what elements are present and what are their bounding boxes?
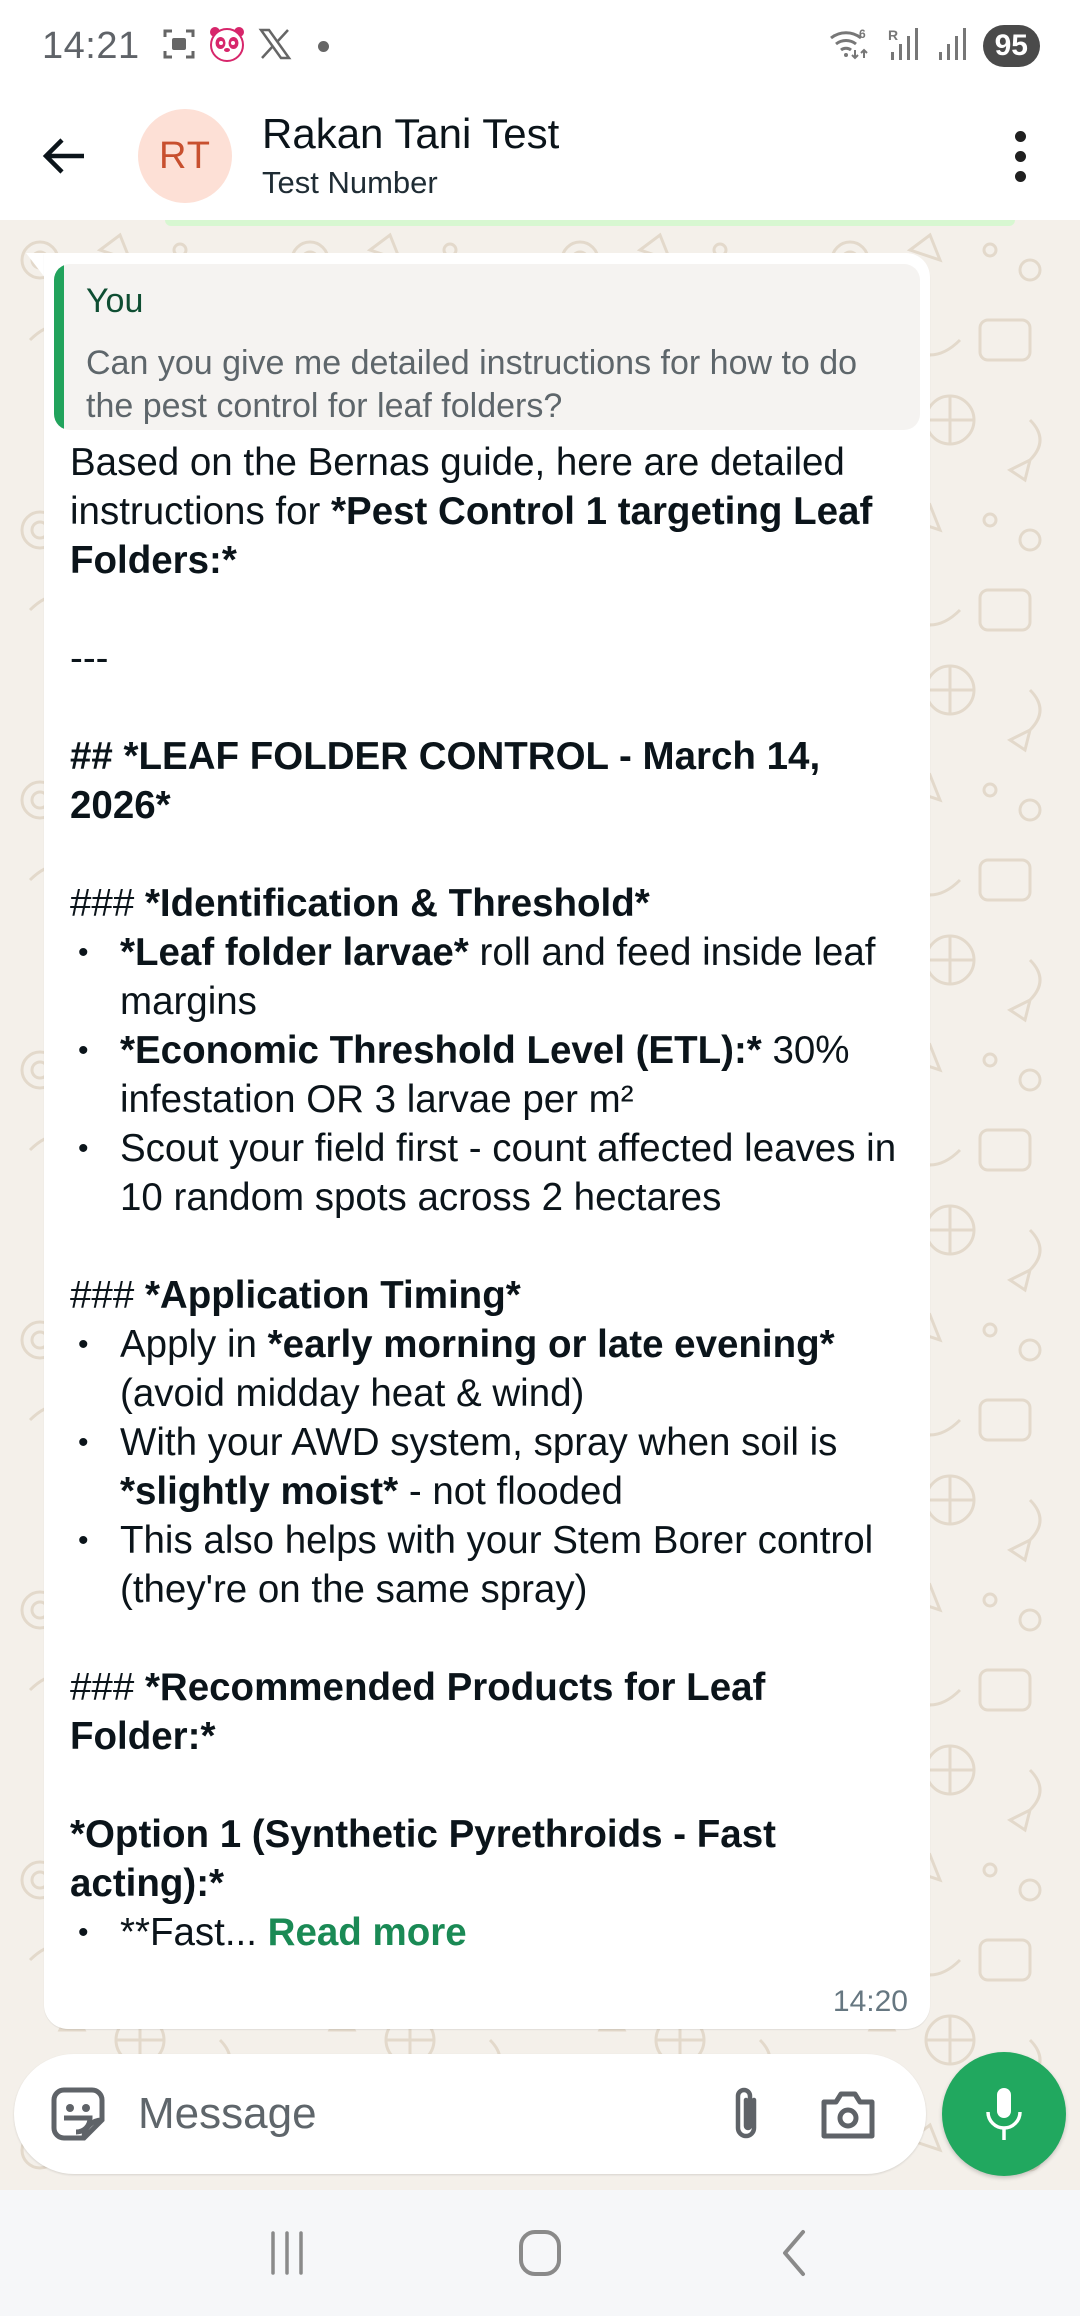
microphone-icon [980, 2084, 1028, 2144]
list-item: • With your AWD system, spray when soil is *slightly moist* - not flooded [70, 1418, 910, 1516]
bubble-tail [26, 253, 46, 279]
chat-header [0, 92, 1080, 220]
recent-apps-icon [265, 2231, 309, 2275]
signal-roaming-icon [887, 26, 921, 67]
list-item: • *Leaf folder larvae* roll and feed inside leaf margins [70, 928, 910, 1026]
identification-list [70, 928, 910, 1222]
list-item: • **Fast... Read more [70, 1908, 910, 1957]
divider-text: --- [70, 637, 109, 680]
back-button[interactable] [32, 124, 96, 188]
chevron-left-icon [777, 2229, 809, 2277]
status-bar [0, 0, 1080, 92]
quote-author: You [86, 282, 144, 320]
screenshot-icon [162, 27, 196, 66]
message-input[interactable] [138, 2089, 698, 2139]
home-button[interactable] [500, 2213, 580, 2293]
message-composer [14, 2054, 926, 2174]
intro-paragraph: Based on the Bernas guide, here are detailed instructions for *Pest Control 1 targeting Leaf Folders:* [70, 441, 873, 582]
voice-message-button[interactable] [942, 2052, 1066, 2176]
quote-accent-bar [54, 264, 64, 430]
quote-text: Can you give me detailed instructions for how to do the pest control for leaf folders? [86, 344, 858, 425]
status-time: 14:21 [42, 24, 140, 67]
paperclip-icon [726, 2086, 766, 2142]
heading-leaf-folder-control: ## *LEAF FOLDER CONTROL - March 14, 2026* [70, 735, 821, 827]
heading-recommended-products: ### *Recommended Products for Leaf Folder:* [70, 1666, 766, 1758]
list-item: • *Economic Threshold Level (ETL):* 30% infestation OR 3 larvae per m² [70, 1026, 910, 1124]
camera-button[interactable] [818, 2084, 878, 2144]
list-item: • Scout your field first - count affected leaves in 10 random spots across 2 hectares [70, 1124, 910, 1222]
contact-subtitle: Test Number [262, 165, 438, 200]
kebab-menu-icon [1015, 131, 1026, 142]
option-1-heading: *Option 1 (Synthetic Pyrethroids - Fast acting):* [70, 1813, 776, 1905]
list-item: • This also helps with your Stem Borer control (they're on the same spray) [70, 1516, 910, 1614]
message-text [70, 438, 910, 1957]
incoming-message-bubble[interactable] [44, 253, 930, 2029]
svg-text:R: R [887, 26, 898, 43]
attach-button[interactable] [718, 2084, 774, 2144]
camera-icon [820, 2088, 876, 2140]
contact-name: Rakan Tani Test [262, 110, 560, 157]
message-timestamp: 14:20 [832, 1985, 908, 2018]
wifi-6-icon [829, 26, 873, 67]
foodpanda-icon [208, 25, 246, 68]
heading-identification: ### *Identification & Threshold* [70, 882, 650, 925]
sticker-icon [50, 2086, 106, 2142]
timing-list [70, 1320, 910, 1614]
contact-info[interactable] [262, 109, 559, 203]
back-nav-button[interactable] [753, 2213, 833, 2293]
x-icon [258, 27, 292, 66]
heading-application-timing: ### *Application Timing* [70, 1274, 521, 1317]
previous-message-edge [165, 220, 1015, 226]
list-item: • Apply in *early morning or late evening* (avoid midday heat & wind) [70, 1320, 910, 1418]
arrow-left-icon [40, 132, 88, 180]
more-options-button[interactable] [1000, 124, 1040, 188]
read-more-link[interactable]: Read more [267, 1911, 467, 1954]
recent-apps-button[interactable] [247, 2213, 327, 2293]
system-nav-bar [0, 2190, 1080, 2316]
signal-icon [935, 26, 969, 67]
avatar[interactable]: RT [138, 109, 232, 203]
notification-dot-icon [318, 41, 329, 52]
svg-text:6: 6 [858, 26, 866, 41]
battery-indicator: 95 [983, 25, 1040, 67]
quoted-message[interactable] [54, 264, 920, 430]
sticker-button[interactable] [48, 2084, 108, 2144]
home-icon [518, 2229, 562, 2277]
